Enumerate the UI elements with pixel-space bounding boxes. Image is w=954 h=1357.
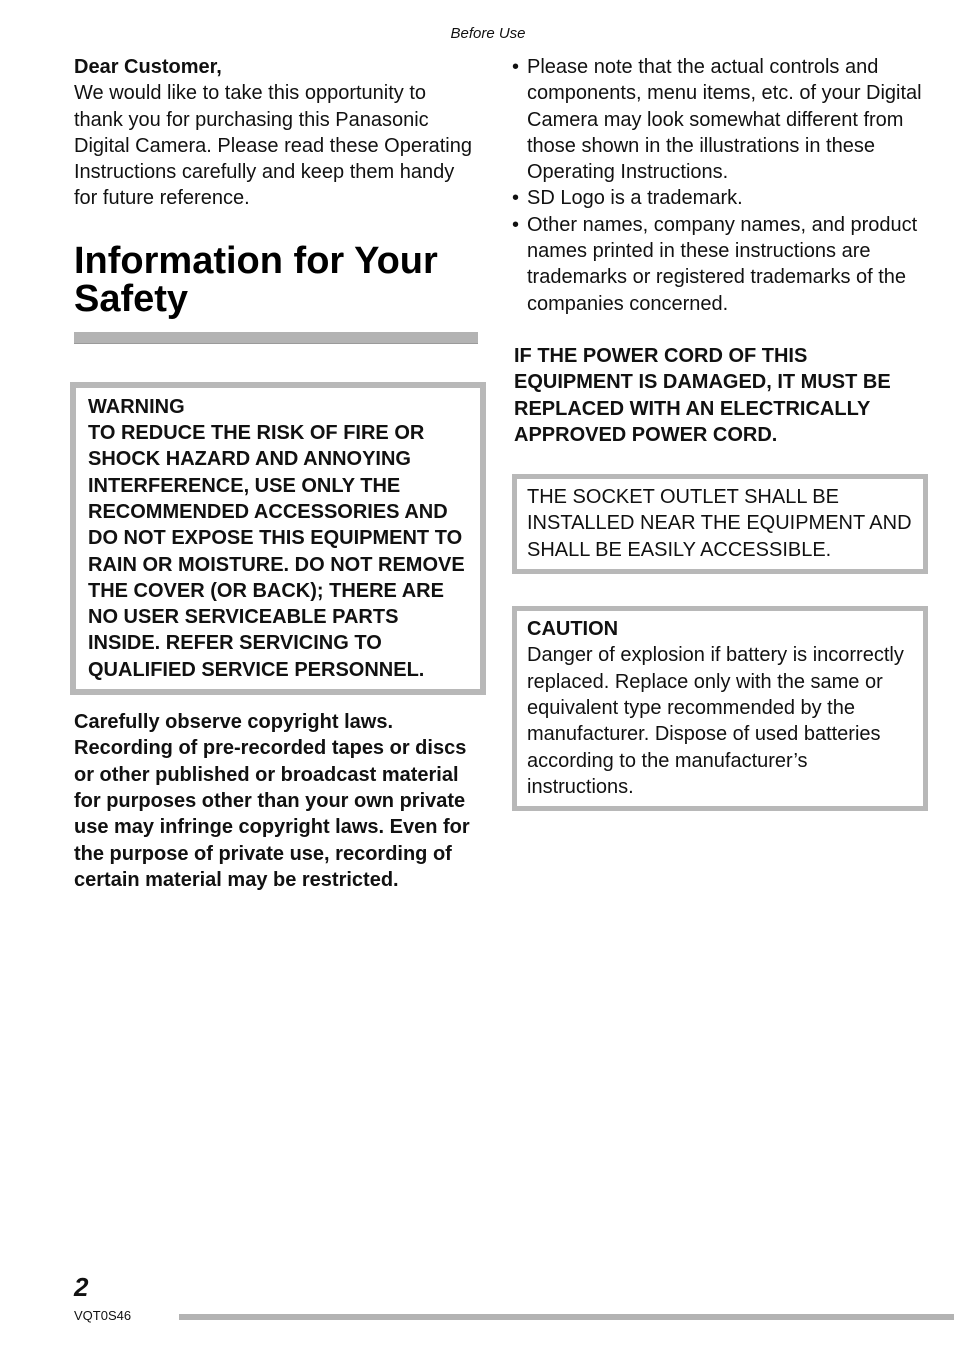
greeting: Dear Customer, bbox=[74, 56, 222, 78]
list-item bbox=[512, 185, 924, 211]
warning-heading: WARNING bbox=[88, 395, 185, 418]
warning-box bbox=[70, 382, 486, 695]
caution-heading: CAUTION bbox=[527, 618, 619, 641]
left-column bbox=[74, 54, 478, 893]
list-item bbox=[512, 212, 924, 317]
caution-box bbox=[512, 606, 928, 811]
page-title: Information for Your Safety bbox=[74, 239, 438, 320]
warning-text: TO REDUCE THE RISK OF FIRE OR SHOCK HAZARD AND ANNOYING INTERFERENCE, USE ONLY THE RECOMMENDED ACCESSORIES AND DO NOT EXPOSE THIS EQUIPMENT TO RAIN OR MOISTURE. DO NOT REMOVE THE COVER (OR BACK); THERE ARE NO USER SERVICEABLE PARTS INSIDE. REFER SERVICING TO QUALIFIED SERVICE PERSONNEL. bbox=[88, 422, 465, 681]
section-label: Before Use bbox=[450, 25, 526, 42]
power-cord-notice: IF THE POWER CORD OF THIS EQUIPMENT IS DAMAGED, IT MUST BE REPLACED WITH AN ELECTRICALLY APPROVED POWER CORD. bbox=[514, 344, 891, 446]
footer-rule bbox=[179, 1314, 954, 1320]
socket-outlet-text: THE SOCKET OUTLET SHALL BE INSTALLED NEAR THE EQUIPMENT AND SHALL BE EASILY ACCESSIBLE. bbox=[527, 486, 912, 561]
list-item-text: SD Logo is a trademark. bbox=[527, 187, 743, 210]
list-item-text: Other names, company names, and product names printed in these instructions are trademarks or registered trademarks of the companies concerned. bbox=[527, 213, 918, 315]
bullet-icon: • bbox=[512, 187, 520, 210]
intro-paragraph: We would like to take this opportunity to thank you for purchasing this Panasonic Digital Camera. Please read these Operating Instructions carefully and keep them handy for future reference. bbox=[74, 82, 472, 210]
copyright-notice: Carefully observe copyright laws. Recording of pre-recorded tapes or discs or other published or broadcast material for purposes other than your own private use may infringe copyright laws. Even for the purpose of private use, recording of certain material may be restricted. bbox=[74, 711, 470, 891]
notes-list bbox=[512, 54, 924, 317]
bullet-icon: • bbox=[512, 56, 520, 78]
caution-text: Danger of explosion if battery is incorrectly replaced. Replace only with the same or equivalent type recommended by the manufacturer. Dispose of used batteries according to the manufacturer’s instructions. bbox=[527, 644, 904, 798]
title-rule bbox=[74, 332, 478, 344]
list-item-text: Please note that the actual controls and components, menu items, etc. of your Digital Camera may look somewhat different from those shown in the illustrations in these Operating Instructions. bbox=[527, 56, 922, 184]
socket-outlet-box bbox=[512, 474, 928, 574]
model-code: VQT0S46 bbox=[74, 1308, 132, 1323]
bullet-icon: • bbox=[512, 213, 520, 236]
page-number: 2 bbox=[74, 1272, 89, 1302]
right-column bbox=[512, 54, 924, 811]
list-item bbox=[512, 54, 924, 185]
